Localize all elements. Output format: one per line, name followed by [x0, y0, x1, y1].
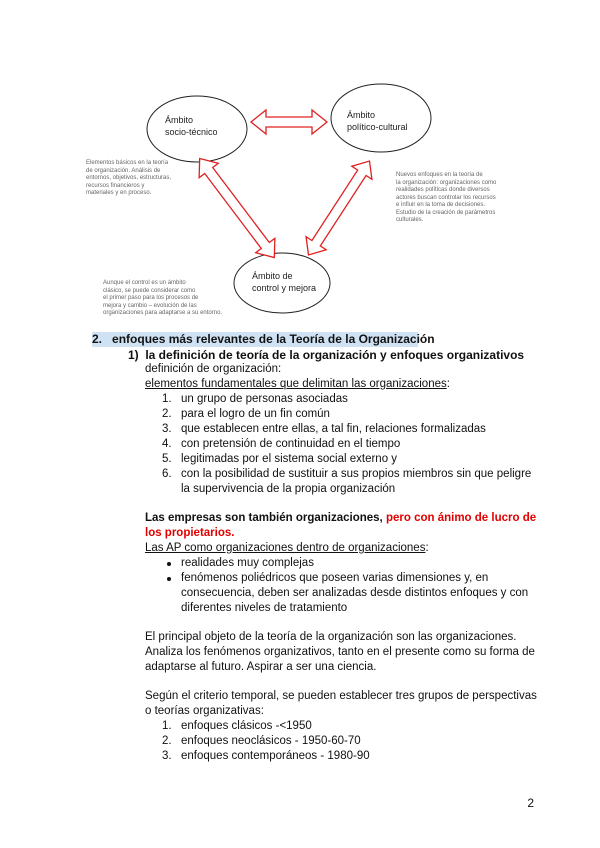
section-number: 2. — [92, 332, 103, 346]
note-bottom-line: Aunque el control es un ámbito — [103, 280, 186, 286]
empresas-black: Las empresas son también organizaciones, — [145, 512, 386, 524]
ap-item-continuation: consecuencia, deben ser analizadas desde distintos enfoques y con — [181, 587, 529, 599]
page-number: 2 — [527, 796, 534, 810]
note-right-line: la organización: organizaciones como — [396, 179, 497, 186]
section-heading — [92, 332, 435, 347]
node-control-label — [252, 270, 316, 294]
list-item: con pretensión de continuidad en el tiempo — [181, 438, 401, 450]
note-bottom-line: mejora y cambio – evolución de las — [103, 302, 197, 309]
list-number: 2. — [162, 735, 172, 747]
ap-colon: : — [425, 542, 429, 554]
subsection-title: la definición de teoría de la organización y enfoques organizativos — [145, 348, 525, 362]
note-right-line: Nuevos enfoques en la teoría de — [396, 172, 483, 178]
note-left-line: materiales y en proceso. — [86, 190, 152, 196]
note-right-line: e influir en la toma de decisiones. — [396, 202, 486, 208]
list-number: 4. — [162, 438, 172, 450]
empresas-line — [145, 511, 536, 526]
node-socio-line2: socio-técnico — [165, 127, 218, 137]
list-item: un grupo de personas asociadas — [181, 393, 348, 405]
double-arrow-horizontal — [251, 110, 327, 134]
node-politico-line2: político-cultural — [347, 122, 408, 132]
list-item: legitimadas por el sistema social externo y — [181, 453, 398, 465]
list-number: 1. — [162, 393, 172, 405]
diagram — [0, 0, 600, 330]
note-left-line: de organización. Análisis de — [86, 167, 161, 174]
empresas-red: pero con ánimo de lucro de — [385, 512, 537, 524]
list-item: enfoques clásicos -<1950 — [181, 720, 312, 732]
note-right-line: actores buscan controlar los recursos — [396, 194, 496, 201]
ap-item-continuation: diferentes niveles de tratamiento — [181, 602, 348, 614]
node-politico-label — [347, 109, 408, 133]
definicion-line: definición de organización: — [145, 363, 282, 375]
objeto-line: Analiza los fenómenos organizativos, tanto en el presente como su forma de — [145, 646, 535, 658]
list-item: enfoques neoclásicos - 1950-60-70 — [181, 735, 361, 747]
note-left-line: entornos, objetivos, estructuras, — [86, 175, 172, 181]
list-number: 3. — [162, 750, 172, 762]
note-right-line: realidades políticas donde diversos — [396, 187, 490, 193]
criterio-line: Según el criterio temporal, se pueden establecer tres grupos de perspectivas — [145, 690, 537, 702]
list-number: 3. — [162, 423, 172, 435]
subsection-heading — [128, 348, 524, 363]
list-number: 5. — [162, 453, 172, 465]
double-arrow-right — [298, 154, 379, 261]
node-politico-line1: Ámbito — [347, 110, 376, 120]
section-title: enfoques más relevantes de la Teoría de la Organización — [112, 332, 435, 346]
note-left — [86, 160, 171, 198]
list-item: enfoques contemporáneos - 1980-90 — [181, 750, 370, 762]
note-bottom — [103, 280, 222, 318]
list-item: con la posibilidad de sustituir a sus propios miembros sin que peligre — [181, 468, 532, 480]
elementos-colon: : — [446, 378, 450, 390]
note-left-line: recursos financieros y — [86, 182, 145, 189]
list-number: 6. — [162, 468, 172, 480]
node-socio-line1: Ámbito — [165, 115, 194, 125]
note-right-line: Estudio de la creación de parámetros — [396, 209, 496, 216]
ap-heading — [145, 541, 429, 556]
list-number: 1. — [162, 720, 172, 732]
node-socio-label — [165, 114, 218, 138]
note-right — [396, 172, 496, 225]
node-control-line2: control y mejora — [252, 283, 317, 293]
node-control-line1: Ámbito de — [252, 271, 293, 281]
subsection-number: 1) — [128, 348, 139, 362]
note-bottom-line: el primer paso para los procesos de — [103, 295, 199, 301]
note-left-line: Elementos básicos en la teoría — [86, 160, 169, 166]
elementos-heading — [145, 377, 450, 392]
note-bottom-line: organizaciones para adaptarse a su entorno. — [103, 310, 223, 316]
empresas-red-cont: los propietarios. — [145, 527, 235, 539]
objeto-line: adaptarse al futuro. Aspirar a ser una ciencia. — [145, 661, 377, 673]
bullet — [167, 562, 171, 566]
ap-title: Las AP como organizaciones dentro de organizaciones — [145, 542, 426, 554]
note-right-line: culturales. — [396, 217, 424, 223]
bullet — [167, 577, 171, 581]
list-item: para el logro de un fin común — [181, 408, 330, 420]
criterio-line: o teorías organizativas: — [145, 705, 264, 717]
double-arrow-left — [190, 151, 284, 264]
list-item: que establecen entre ellas, a tal fin, relaciones formalizadas — [181, 423, 486, 435]
note-bottom-line: clásico, se puede considerar como — [103, 287, 196, 294]
list-number: 2. — [162, 408, 172, 420]
list-item-continuation: la supervivencia de la propia organización — [181, 483, 396, 495]
objeto-line: El principal objeto de la teoría de la organización son las organizaciones. — [145, 631, 517, 643]
elementos-title: elementos fundamentales que delimitan las organizaciones — [145, 378, 447, 390]
ap-item: realidades muy complejas — [181, 557, 314, 569]
ap-item: fenómenos poliédricos que poseen varias dimensiones y, en — [181, 572, 489, 584]
